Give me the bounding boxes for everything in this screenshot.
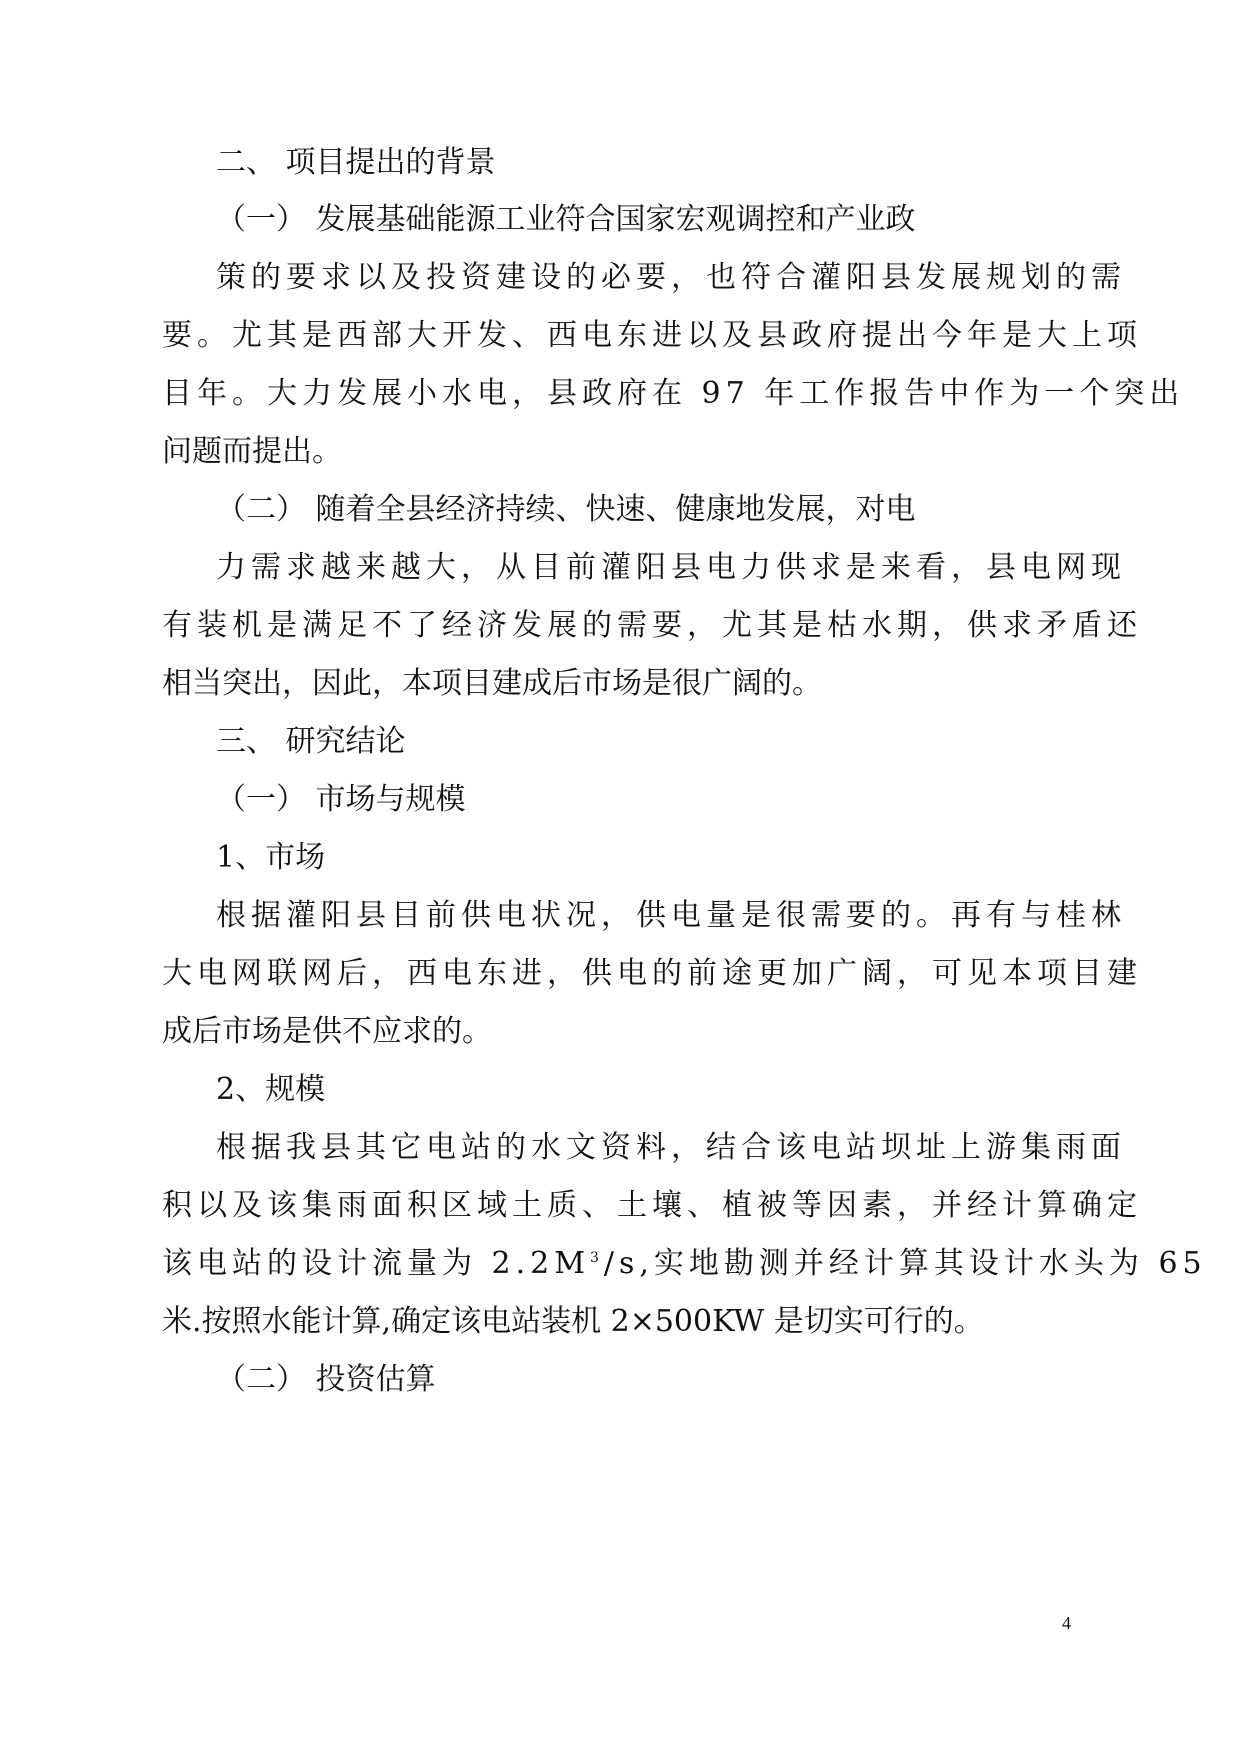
paragraph-line: 根据灌阳县目前供电状况，供电量是很需要的。再有与桂林	[216, 898, 1126, 933]
paragraph-line: 相当突出，因此，本项目建成后市场是很广阔的。	[162, 666, 822, 701]
paragraph-line: 策的要求以及投资建设的必要，也符合灌阳县发展规划的需	[216, 260, 1126, 295]
paragraph-line: 积以及该集雨面积区域土质、土壤、植被等因素，并经计算确定	[162, 1188, 1142, 1223]
paragraph-line: 根据我县其它电站的水文资料，结合该电站坝址上游集雨面	[216, 1130, 1126, 1165]
section-heading-background: 二、 项目提出的背景	[216, 145, 496, 180]
flow-text-prefix: 该电站的设计流量为 2.2M	[162, 1246, 590, 1281]
page-number: 4	[1062, 1613, 1071, 1633]
flow-superscript: 3	[589, 1250, 604, 1266]
paragraph-line: 要。尤其是西部大开发、西电东进以及县政府提出今年是大上项	[162, 318, 1142, 353]
subsection-title-energy-policy: （一） 发展基础能源工业符合国家宏观调控和产业政	[216, 202, 916, 237]
paragraph-line-flow	[162, 1244, 1241, 1284]
paragraph-line: 大电网联网后，西电东进，供电的前途更加广阔，可见本项目建	[162, 956, 1142, 991]
paragraph-line: 有装机是满足不了经济发展的需要，尤其是枯水期，供求矛盾还	[162, 608, 1142, 643]
paragraph-line: 问题而提出。	[162, 434, 342, 469]
flow-text-suffix: /s,实地勘测并经计算其设计水头为 65	[603, 1246, 1207, 1281]
paragraph-line: 力需求越来越大，从目前灌阳县电力供求是来看，县电网现	[216, 550, 1126, 585]
paragraph-line: 目年。大力发展小水电，县政府在 97 年工作报告中作为一个突出	[162, 376, 1185, 411]
subsection-title-investment: （二） 投资估算	[216, 1362, 436, 1397]
subsection-title-economy-growth: （二） 随着全县经济持续、快速、健康地发展，对电	[216, 492, 916, 527]
paragraph-line: 成后市场是供不应求的。	[162, 1014, 492, 1049]
item-title-market: 1、市场	[216, 840, 326, 875]
section-heading-conclusion: 三、 研究结论	[216, 724, 406, 759]
paragraph-line: 米.按照水能计算,确定该电站装机 2×500KW 是切实可行的。	[162, 1304, 984, 1339]
item-title-scale: 2、规模	[216, 1072, 326, 1107]
subsection-title-market-scale: （一） 市场与规模	[216, 782, 466, 817]
